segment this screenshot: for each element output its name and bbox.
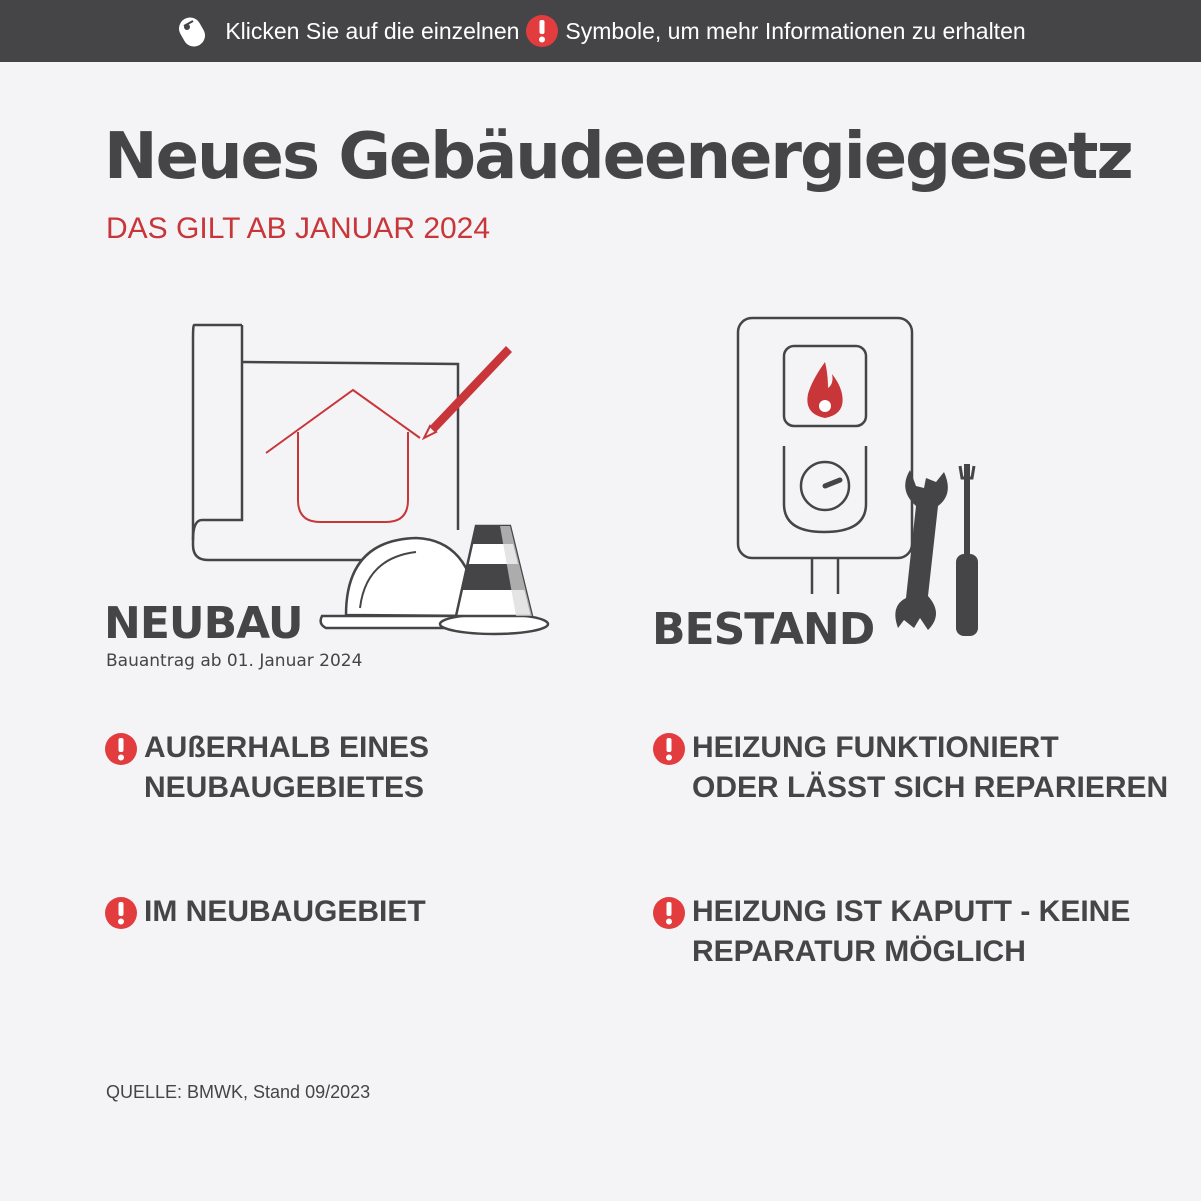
item-line-2: NEUBAUGEBIETES — [144, 771, 425, 804]
item-line-2: ODER LÄSST SICH REPARIEREN — [692, 771, 1169, 804]
exclamation-icon[interactable] — [525, 14, 559, 48]
info-text-before: Klicken Sie auf die einzelnen — [225, 17, 520, 44]
neubau-title: NEUBAU — [104, 598, 303, 649]
item-line-2: REPARATUR MÖGLICH — [692, 935, 1026, 968]
item-line-1: AUßERHALB EINES — [144, 731, 430, 764]
mouse-icon — [175, 13, 209, 49]
item-line-1: IM NEUBAUGEBIET — [144, 895, 426, 928]
item-line-1: HEIZUNG IST KAPUTT - KEINE — [692, 895, 1131, 928]
item-line-1: HEIZUNG FUNKTIONIERT — [692, 731, 1059, 764]
page-subtitle: DAS GILT AB JANUAR 2024 — [106, 212, 491, 245]
exclamation-icon[interactable] — [652, 896, 686, 930]
exclamation-icon[interactable] — [104, 732, 138, 766]
neubau-subtitle: Bauantrag ab 01. Januar 2024 — [106, 651, 363, 671]
exclamation-icon[interactable] — [652, 732, 686, 766]
info-bar — [0, 0, 1201, 62]
heating-boiler-illustration — [730, 310, 1000, 650]
page-title: Neues Gebäudeenergiegesetz — [104, 120, 1132, 194]
bestand-item-kaputt[interactable] — [652, 892, 1130, 972]
bestand-item-funktioniert[interactable] — [652, 728, 1168, 808]
info-text-after: Symbole, um mehr Informationen zu erhalten — [565, 17, 1026, 44]
exclamation-icon[interactable] — [104, 896, 138, 930]
source-note: QUELLE: BMWK, Stand 09/2023 — [106, 1082, 371, 1102]
neubau-item-ausserhalb[interactable] — [104, 728, 429, 808]
neubau-item-im-neubaugebiet[interactable] — [104, 892, 426, 932]
bestand-title: BESTAND — [652, 604, 875, 655]
